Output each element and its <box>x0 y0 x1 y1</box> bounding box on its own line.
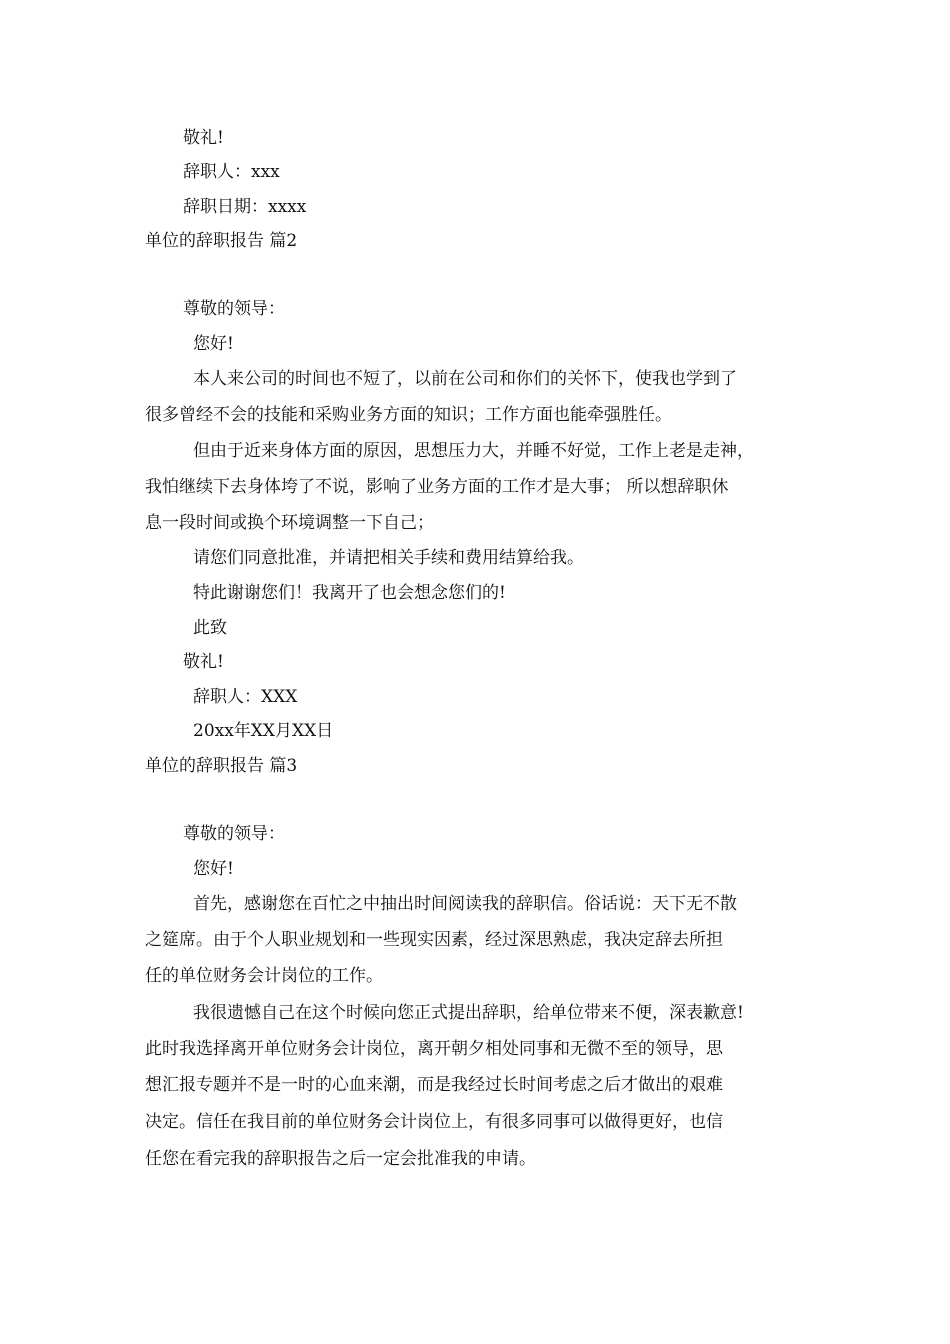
greeting: 您好! <box>193 334 234 354</box>
paragraph-line: 请您们同意批准，并请把相关手续和费用结算给我。 <box>193 548 584 568</box>
section-heading: 单位的辞职报告 篇3 <box>145 756 298 776</box>
signer-line: 辞职人：xxx <box>183 162 280 182</box>
paragraph-line: 我很遗憾自己在这个时候向您正式提出辞职，给单位带来不便，深表歉意! <box>193 1003 744 1023</box>
date-line: 20xx年XX月XX日 <box>193 721 334 741</box>
paragraph-line: 但由于近来身体方面的原因，思想压力大，并睡不好觉，工作上老是走神， <box>193 441 754 461</box>
paragraph-line: 我怕继续下去身体垮了不说，影响了业务方面的工作才是大事； 所以想辞职休 <box>145 477 729 497</box>
closing-salute: 敬礼! <box>183 652 224 672</box>
date-line: 辞职日期：xxxx <box>183 197 307 217</box>
paragraph-line: 决定。信任在我目前的单位财务会计岗位上，有很多同事可以做得更好，也信 <box>145 1112 723 1132</box>
paragraph-line: 很多曾经不会的技能和采购业务方面的知识；工作方面也能牵强胜任。 <box>145 405 672 425</box>
paragraph-line: 想汇报专题并不是一时的心血来潮，而是我经过长时间考虑之后才做出的艰难 <box>145 1075 723 1095</box>
closing-salute: 敬礼! <box>183 128 224 148</box>
paragraph-line: 本人来公司的时间也不短了，以前在公司和你们的关怀下，使我也学到了 <box>193 369 737 389</box>
paragraph-line: 首先，感谢您在百忙之中抽出时间阅读我的辞职信。俗话说：天下无不散 <box>193 894 737 914</box>
paragraph-line: 之筵席。由于个人职业规划和一些现实因素，经过深思熟虑，我决定辞去所担 <box>145 930 723 950</box>
greeting: 您好! <box>193 859 234 879</box>
closing-zhi: 此致 <box>193 618 227 638</box>
signer-line: 辞职人：XXX <box>193 687 298 707</box>
paragraph-line: 特此谢谢您们！我离开了也会想念您们的! <box>193 583 506 603</box>
paragraph-line: 任您在看完我的辞职报告之后一定会批准我的申请。 <box>145 1149 536 1169</box>
paragraph-line: 此时我选择离开单位财务会计岗位，离开朝夕相处同事和无微不至的领导，思 <box>145 1039 723 1059</box>
paragraph-line: 息一段时间或换个环境调整一下自己； <box>145 513 434 533</box>
section-heading: 单位的辞职报告 篇2 <box>145 231 298 251</box>
salutation: 尊敬的领导： <box>183 824 285 844</box>
salutation: 尊敬的领导： <box>183 299 285 319</box>
paragraph-line: 任的单位财务会计岗位的工作。 <box>145 966 383 986</box>
